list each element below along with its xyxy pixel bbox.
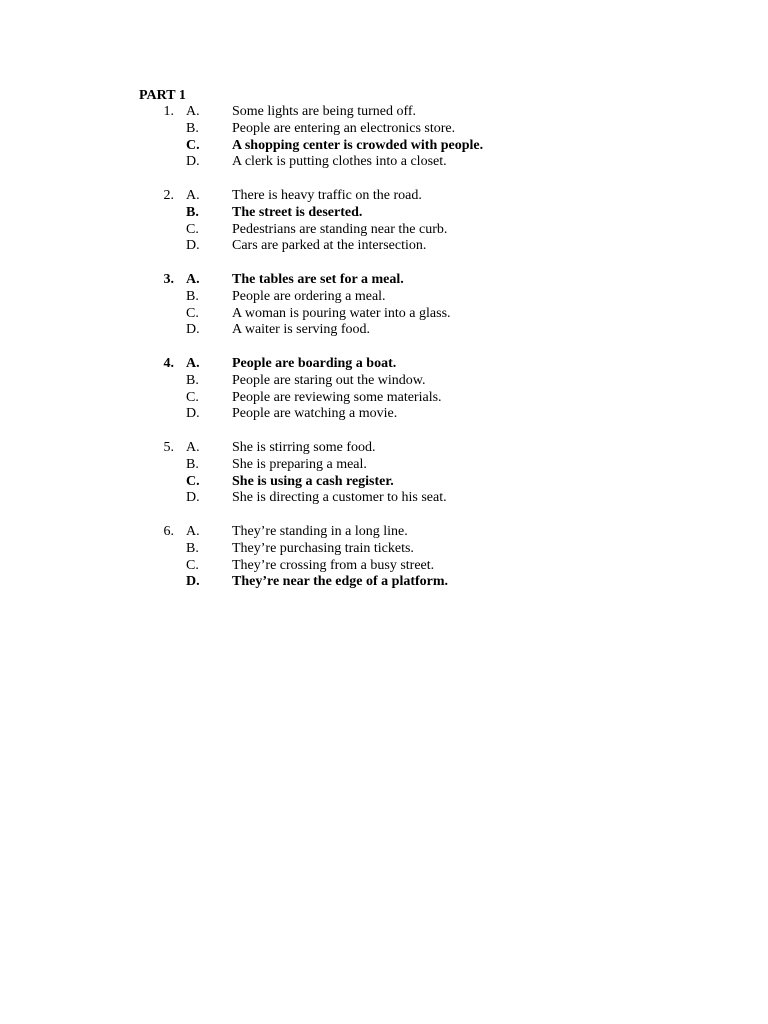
option-row <box>0 322 768 339</box>
option-row <box>0 238 768 255</box>
option-letter: D. <box>186 574 200 590</box>
option-text: She is stirring some food. <box>232 440 376 455</box>
option-text: Some lights are being turned off. <box>232 104 417 119</box>
question-number: 1. <box>163 104 174 119</box>
option-text: They’re standing in a long line. <box>232 524 408 539</box>
question-number: 4. <box>163 356 174 371</box>
option-row <box>0 440 768 457</box>
question-4 <box>0 356 768 423</box>
option-row-correct <box>0 474 768 491</box>
question-1 <box>0 104 768 171</box>
option-row <box>0 289 768 306</box>
option-text: They’re crossing from a busy street. <box>232 557 435 573</box>
option-row <box>0 222 768 239</box>
question-number: 6. <box>163 524 174 539</box>
option-letter: C. <box>186 137 200 153</box>
option-letter: C. <box>186 221 199 237</box>
question-3 <box>0 272 768 339</box>
option-letter: D. <box>186 154 200 170</box>
option-row <box>0 104 768 121</box>
option-letter: A. <box>186 524 200 539</box>
option-letter: B. <box>186 120 199 136</box>
option-text: The tables are set for a meal. <box>232 272 404 287</box>
option-text: A shopping center is crowded with people. <box>232 137 484 153</box>
option-letter: C. <box>186 473 200 489</box>
question-number: 3. <box>163 272 174 287</box>
option-letter: C. <box>186 557 199 573</box>
option-letter: D. <box>186 490 200 506</box>
option-text: There is heavy traffic on the road. <box>232 188 422 203</box>
option-text: People are staring out the window. <box>232 372 426 388</box>
option-text: A clerk is putting clothes into a closet. <box>232 154 447 170</box>
option-letter: D. <box>186 322 200 338</box>
option-letter: D. <box>186 406 200 422</box>
option-text: A waiter is serving food. <box>232 322 371 338</box>
option-text: They’re purchasing train tickets. <box>232 540 414 556</box>
option-letter: B. <box>186 204 199 220</box>
option-text: People are entering an electronics store. <box>232 120 456 136</box>
option-letter: C. <box>186 305 199 321</box>
option-letter: B. <box>186 456 199 472</box>
option-letter: A. <box>186 440 200 455</box>
option-row <box>0 121 768 138</box>
option-text: People are ordering a meal. <box>232 288 386 304</box>
question-6 <box>0 524 768 591</box>
question-number: 5. <box>163 440 174 455</box>
option-row <box>0 490 768 507</box>
option-row <box>0 188 768 205</box>
option-text: People are watching a movie. <box>232 406 398 422</box>
option-row <box>0 457 768 474</box>
option-row-correct <box>0 205 768 222</box>
option-text: The street is deserted. <box>232 204 363 220</box>
option-letter: D. <box>186 238 200 254</box>
option-row <box>0 373 768 390</box>
option-row <box>0 541 768 558</box>
question-2 <box>0 188 768 255</box>
option-row <box>0 558 768 575</box>
option-row-correct <box>0 574 768 591</box>
option-letter: C. <box>186 389 199 405</box>
option-row <box>0 390 768 407</box>
option-row-correct <box>0 138 768 155</box>
option-text: People are boarding a boat. <box>232 356 397 371</box>
option-text: She is directing a customer to his seat. <box>232 490 447 506</box>
option-text: People are reviewing some materials. <box>232 389 442 405</box>
question-list <box>0 104 768 608</box>
option-row <box>0 306 768 323</box>
option-letter: A. <box>186 272 200 287</box>
option-text: She is using a cash register. <box>232 473 394 489</box>
option-letter: A. <box>186 188 200 203</box>
option-text: They’re near the edge of a platform. <box>232 574 449 590</box>
option-letter: B. <box>186 372 199 388</box>
option-text: Cars are parked at the intersection. <box>232 238 427 254</box>
option-text: A woman is pouring water into a glass. <box>232 305 451 321</box>
option-row-correct <box>0 272 768 289</box>
part-heading: PART 1 <box>139 88 186 103</box>
question-number: 2. <box>163 188 174 203</box>
option-row-correct <box>0 356 768 373</box>
option-row <box>0 406 768 423</box>
option-row <box>0 154 768 171</box>
option-letter: A. <box>186 356 200 371</box>
question-5 <box>0 440 768 507</box>
option-text: Pedestrians are standing near the curb. <box>232 221 448 237</box>
option-text: She is preparing a meal. <box>232 456 367 472</box>
option-letter: B. <box>186 540 199 556</box>
option-letter: A. <box>186 104 200 119</box>
option-letter: B. <box>186 288 199 304</box>
option-row <box>0 524 768 541</box>
